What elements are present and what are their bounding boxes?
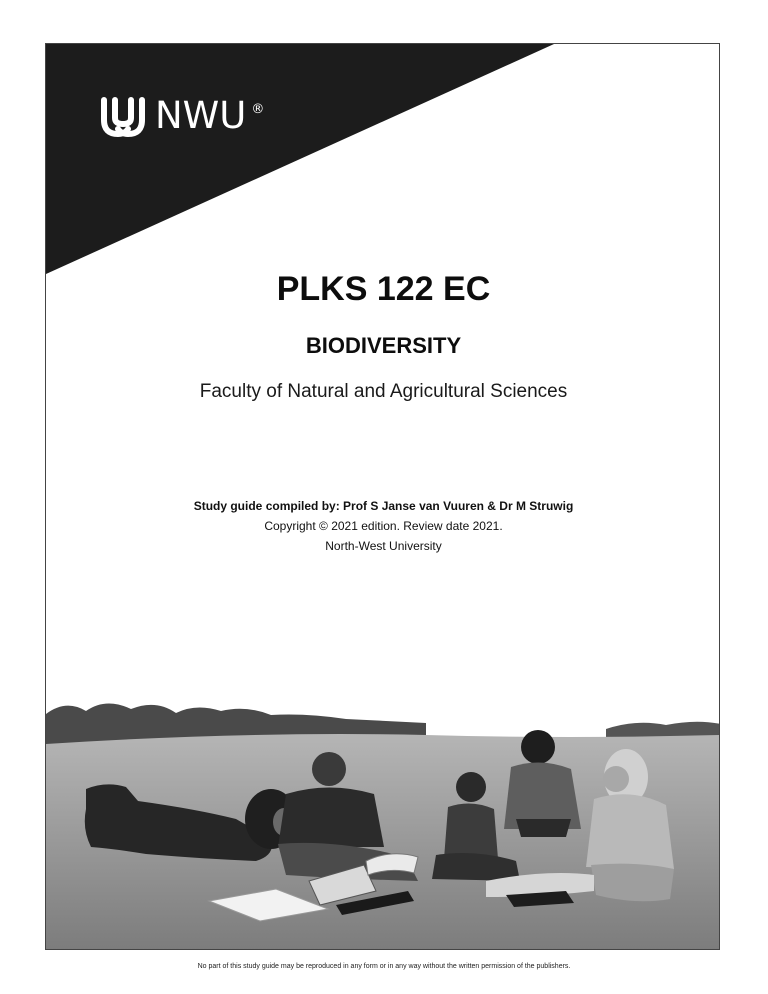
registered-trademark: ® [251,101,265,117]
faculty-name: Faculty of Natural and Agricultural Sciences [199,381,568,402]
compiled-by: Study guide compiled by: Prof S Janse van Vuuren & Dr M Struwig [193,499,574,513]
copyright-notice: No part of this study guide may be reproduced in any form or in any way without the written permission of the publishers. [197,963,571,970]
title-block [46,269,720,404]
copyright-line: Copyright © 2021 edition. Review date 2021. [264,519,503,533]
nwu-logo-icon [101,94,145,138]
logo-wordmark: NWU [155,94,247,137]
study-guide-cover [45,43,720,950]
header-banner [46,44,720,274]
credits-block [46,496,720,556]
cover-photo-students [46,669,720,950]
course-name: BIODIVERSITY [305,333,462,358]
course-code: PLKS 122 EC [276,270,491,308]
institution-name: North-West University [325,539,442,553]
nwu-logo [101,94,264,138]
